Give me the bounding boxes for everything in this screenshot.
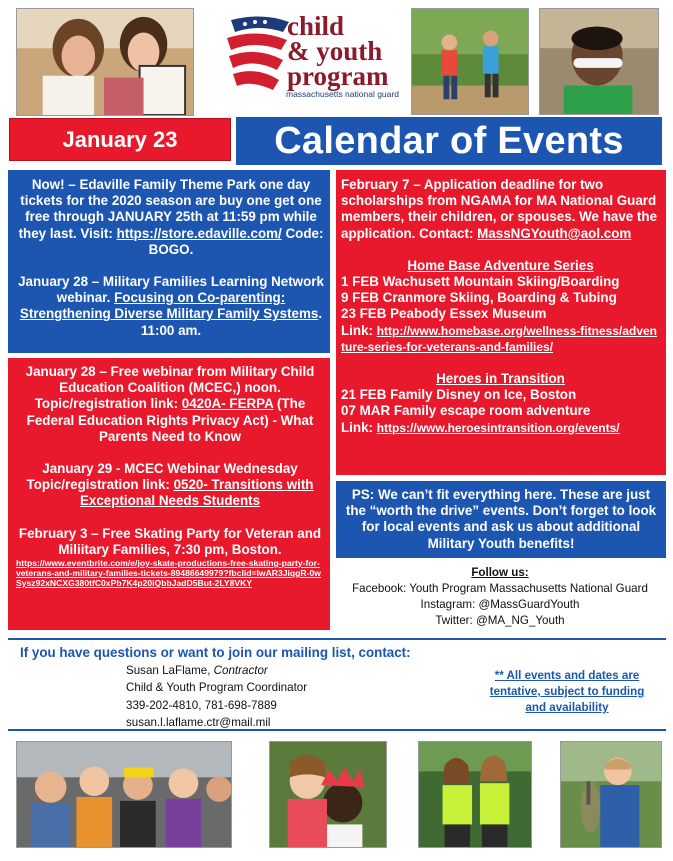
photo-girls-certificates [16, 8, 194, 116]
mfln-webinar-item [18, 274, 324, 339]
left-top-panel [8, 170, 330, 353]
heroes-event-1: 21 FEB Family Disney on Ice, Boston [341, 387, 577, 403]
mfln-text: January 28 – Military Families Learning Network webinar. [18, 274, 324, 306]
contact-heading: If you have questions or want to join our mailing list, contact: [20, 645, 411, 660]
home-base-title: Home Base Adventure Series [407, 257, 594, 273]
contact-title: Child & Youth Program Coordinator [126, 681, 308, 695]
heroes-link-row [341, 420, 660, 436]
heroes-link[interactable]: https://www.heroesintransition.org/events/ [376, 420, 620, 435]
logo-line1: child [287, 11, 345, 41]
flag-swoosh-icon [223, 10, 293, 102]
edaville-link[interactable]: https://store.edaville.com/ [116, 225, 282, 241]
mcec-transitions-text: January 29 - MCEC Webinar Wednesday Topic/registration link: [26, 461, 298, 493]
heroes-link-label: Link: [341, 419, 377, 435]
ps-text: PS: We can’t fit everything here. These are just the “worth the drive” events. Don’t forget to look for local events and ask us about additional Military Youth benefits! [345, 487, 657, 551]
mfln-tail: . 11:00 am. [140, 306, 323, 338]
photo-smiling-youth [539, 8, 659, 115]
divider-bottom [8, 729, 666, 731]
contact-role: Contractor [213, 664, 268, 677]
mcec-ferpa-tail: (The Federal Education Rights Privacy Act) - What Parents Need to Know [26, 396, 314, 444]
logo-line2: & youth [287, 35, 383, 66]
mcec-transitions-item [16, 461, 324, 510]
contact-phones: 339-202-4810, 781-698-7889 [126, 698, 277, 712]
logo-wordmark [287, 11, 389, 91]
date-banner: January 23 [9, 118, 231, 161]
mcec-ferpa-link[interactable]: 0420A- FERPA [181, 396, 274, 412]
ps-panel [336, 481, 666, 558]
contact-email[interactable]: susan.l.laflame.ctr@mail.mil [126, 716, 271, 730]
home-base-link[interactable]: http://www.homebase.org/wellness-fitness/adventure-series-for-veterans-and-families/ [341, 323, 657, 354]
instagram-handle[interactable]: Instagram: @MassGuardYouth [420, 598, 580, 611]
logo-subtitle: massachusetts national guard [286, 89, 399, 99]
ngama-email-link[interactable]: MassNGYouth@aol.com [477, 225, 632, 241]
contact-block [126, 662, 307, 732]
skating-party-text: February 3 – Free Skating Party for Veteran and Miliitary Families, 7:30 pm, Boston. [18, 525, 322, 557]
contact-name: Susan LaFlame, [126, 664, 214, 677]
facebook-handle[interactable]: Facebook: Youth Program Massachusetts National Guard [352, 582, 648, 595]
contact-name-row [126, 662, 307, 679]
ngama-text: February 7 – Application deadline for two scholarships from NGAMA for MA National Guard members, their children, or spouses. We have the application. Contact: [341, 177, 658, 241]
tentative-note: ** All events and dates are tentative, subject to funding and availability [489, 669, 645, 714]
mcec-ferpa-item [16, 364, 324, 445]
home-base-link-label: Link: [341, 322, 377, 338]
photo-kids-outdoors [411, 8, 529, 115]
divider-top [8, 638, 666, 640]
ngama-scholarship-item [341, 177, 660, 242]
home-base-event-3: 23 FEB Peabody Essex Museum [341, 306, 547, 322]
photo-group-boys [16, 741, 232, 848]
mcec-transitions-link[interactable]: 0520- Transitions with Exceptional Needs Students [79, 477, 314, 509]
follow-us-section [333, 565, 667, 629]
edaville-text: Now! – Edaville Family Theme Park one day tickets for the 2020 season are buy one get one free through JANUARY 25th at 11:59 pm while they last. Visit: [18, 177, 322, 241]
page-title: Calendar of Events [236, 117, 662, 165]
photo-crown-kids [269, 741, 387, 848]
mcec-ferpa-text: January 28 – Free webinar from Military Child Education Coalition (MCEC,) noon. Topic/registration link: [25, 364, 315, 412]
right-top-panel [336, 170, 666, 475]
left-bottom-panel [8, 358, 330, 630]
follow-us-heading: Follow us: [471, 566, 529, 579]
skating-party-link[interactable]: https://www.eventbrite.com/e/joy-skate-productions-free-skating-party-for-veterans-and-military-families-tickets-89486649979?fbclid=IwAR3JiqgR-0wSysz92xNCXG380tfC0xPb7K4p20iQbbJadD5But-2LY8VKY [16, 558, 321, 589]
skating-party-item [16, 526, 324, 588]
edaville-item [18, 177, 324, 258]
mfln-link[interactable]: Focusing on Co-parenting: Strengthening Diverse Military Family Systems [19, 290, 319, 322]
photo-girls-neon [418, 741, 532, 848]
edaville-tail: Code: BOGO. [148, 225, 324, 257]
home-base-event-1: 1 FEB Wachusett Mountain Skiing/Boarding [341, 274, 620, 290]
heroes-title: Heroes in Transition [436, 371, 565, 387]
home-base-link-row [341, 323, 660, 355]
twitter-handle[interactable]: Twitter: @MA_NG_Youth [435, 614, 565, 627]
home-base-event-2: 9 FEB Cranmore Skiing, Boarding & Tubing [341, 290, 617, 306]
photo-fishing-boy [560, 741, 662, 848]
program-logo [223, 8, 399, 104]
logo-line3: program [287, 60, 389, 91]
heroes-event-2: 07 MAR Family escape room adventure [341, 403, 591, 419]
